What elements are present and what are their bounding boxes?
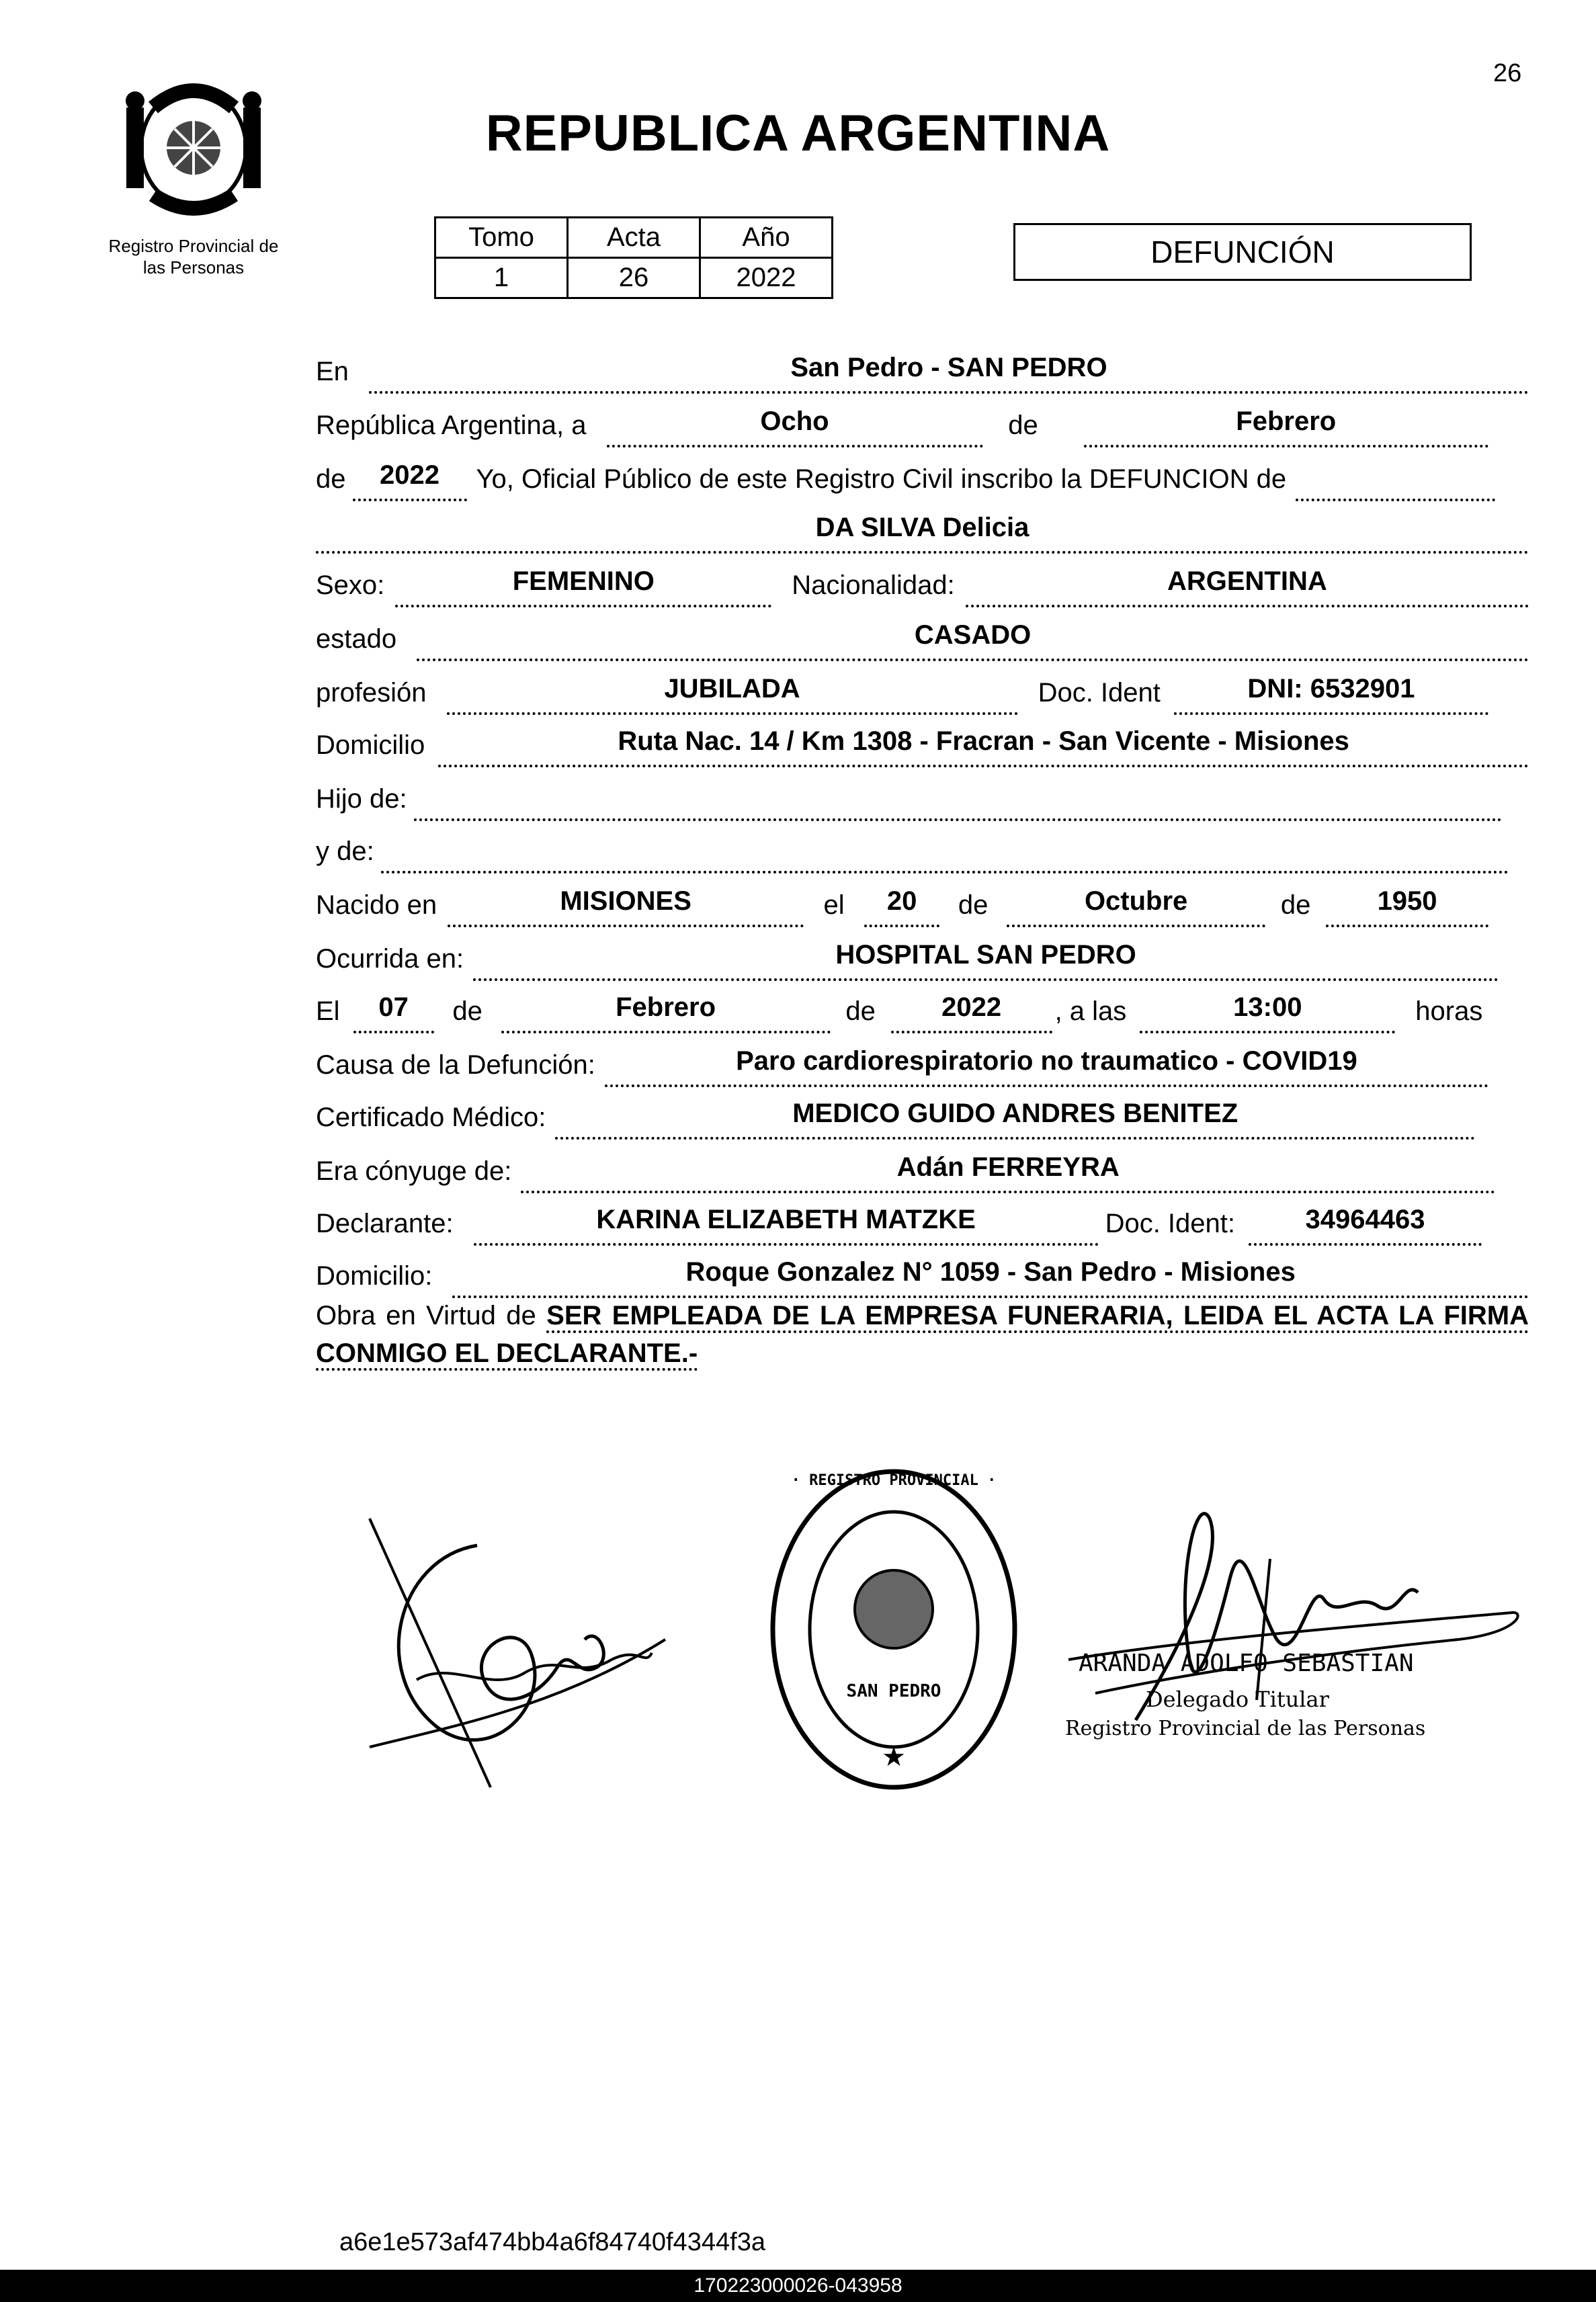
declarante-label: Declarante: [316,1209,454,1238]
tomo-header: Tomo [435,218,568,258]
name-field: DA SILVA Delicia [316,513,1529,554]
day-field: Ocho [607,407,983,447]
doc-ident-field: DNI: 6532901 [1174,674,1488,715]
year-field: 2022 [353,460,467,501]
line-nacido [316,878,1529,927]
line-conyuge [316,1144,1529,1193]
de-label-4: de [1280,890,1311,920]
conyuge-field: Adán FERREYRA [521,1152,1495,1193]
certificado-label: Certificado Médico: [316,1103,546,1132]
estado-field: CASADO [417,620,1529,661]
de-label-2: de [316,464,346,494]
line-domicilio [316,718,1529,767]
line-ocurrida [316,931,1529,981]
alas-label: , a las [1054,996,1127,1026]
declarante-doc-field: 34964463 [1249,1205,1482,1246]
line-fecha-defuncion [316,984,1529,1033]
declarante-field: KARINA ELIZABETH MATZKE [474,1205,1099,1246]
oficial-text: Yo, Oficial Público de este Registro Civil inscribo la DEFUNCION de [476,464,1287,494]
birth-year-field: 1950 [1326,886,1488,927]
nacionalidad-label: Nacionalidad: [792,570,955,600]
official-title: Delegado Titular [1146,1687,1329,1712]
domicilio-declarante-field: Roque Gonzalez N° 1059 - San Pedro - Misiones [452,1257,1529,1298]
line-oficial [316,452,1529,501]
yde-label: y de: [316,837,374,866]
acta-value: 26 [568,258,700,298]
footer-code-bar: 170223000026-043958 [0,2270,1596,2302]
profesion-label: profesión [316,678,427,708]
ocurrida-field: HOSPITAL SAN PEDRO [473,940,1499,981]
hijo-label: Hijo de: [316,784,407,814]
line-sexo [316,558,1529,607]
causa-label: Causa de la Defunción: [316,1050,595,1080]
document-hash: a6e1e573af474bb4a6f84740f4344f3a [339,2228,765,2256]
line-nombre [316,504,1529,554]
en-field: San Pedro - SAN PEDRO [369,353,1529,394]
line-estado [316,611,1529,661]
estado-label: estado [316,624,397,654]
domicilio-label: Domicilio [316,730,425,760]
nacido-label: Nacido en [316,890,437,920]
sexo-field: FEMENINO [395,566,771,607]
nacido-field: MISIONES [448,886,804,927]
oficial-trailing-field [1296,474,1495,501]
birth-month-field: Octubre [1007,886,1265,927]
emblem-caption: Registro Provincial de las Personas [108,236,279,278]
month-field: Febrero [1084,407,1489,447]
domicilio-declarante-label: Domicilio: [316,1261,433,1291]
line-profesion [316,665,1529,715]
en-label: En [316,357,349,386]
obra-value: SER EMPLEADA DE LA EMPRESA FUNERARIA, LEIDA EL ACTA LA FIRMA CONMIGO EL DECLARANTE.- [316,1301,1529,1371]
line-yde [316,824,1529,873]
nacionalidad-field: ARGENTINA [966,566,1529,607]
line-en [316,344,1529,394]
line-causa [316,1037,1529,1087]
de-label-5: de [452,996,482,1026]
anio-value: 2022 [700,258,833,298]
document-type-box: DEFUNCIÓN [1013,223,1472,281]
sexo-label: Sexo: [316,570,385,600]
hijo-field [414,794,1502,821]
obra-label: Obra en Virtud de [316,1301,536,1330]
doc-ident-label: Doc. Ident [1038,678,1161,708]
causa-field: Paro cardiorespiratorio no traumatico - COVID19 [605,1046,1488,1087]
registry-table [434,216,833,299]
tomo-value: 1 [435,258,568,298]
El-label: El [316,996,340,1026]
declarante-signature-icon [356,1505,679,1801]
death-month-field: Febrero [501,992,831,1033]
svg-text:★: ★ [882,1742,906,1772]
declarante-doc-label: Doc. Ident: [1105,1209,1235,1238]
ocurrida-label: Ocurrida en: [316,944,464,974]
page-number: 26 [1493,59,1522,87]
svg-text:· REGISTRO PROVINCIAL ·: · REGISTRO PROVINCIAL · [791,1472,997,1489]
certificado-field: MEDICO GUIDO ANDRES BENITEZ [555,1099,1475,1140]
line-certificado [316,1090,1529,1140]
line-domicilio-declarante [316,1248,1529,1298]
el-label: el [823,890,845,920]
de-label: de [1008,411,1038,440]
birth-day-field: 20 [864,886,939,927]
official-org: Registro Provincial de las Personas [1065,1717,1426,1740]
yde-field [381,847,1509,873]
registry-seal-icon [766,1465,1021,1794]
domicilio-field: Ruta Nac. 14 / Km 1308 - Fracran - San Vicente - Misiones [438,726,1529,767]
line-fecha [316,398,1529,447]
anio-header: Año [700,218,833,258]
official-name: ARANDA ADOLFO SEBASTIAN [1079,1650,1414,1677]
death-year-field: 2022 [891,992,1052,1033]
de-label-3: de [958,890,989,920]
de-label-6: de [845,996,876,1026]
death-day-field: 07 [353,992,434,1033]
republica-label: República Argentina, a [316,411,587,440]
obra-en-virtud [316,1297,1529,1372]
seal-inner-text: SAN PEDRO [846,1681,941,1701]
page-title: REPUBLICA ARGENTINA [485,105,1111,162]
acta-header: Acta [568,218,700,258]
line-hijo [316,771,1529,821]
horas-label: horas [1415,996,1483,1026]
profesion-field: JUBILADA [447,674,1018,715]
conyuge-label: Era cónyuge de: [316,1156,512,1186]
death-time-field: 13:00 [1140,992,1395,1033]
line-declarante [316,1196,1529,1246]
